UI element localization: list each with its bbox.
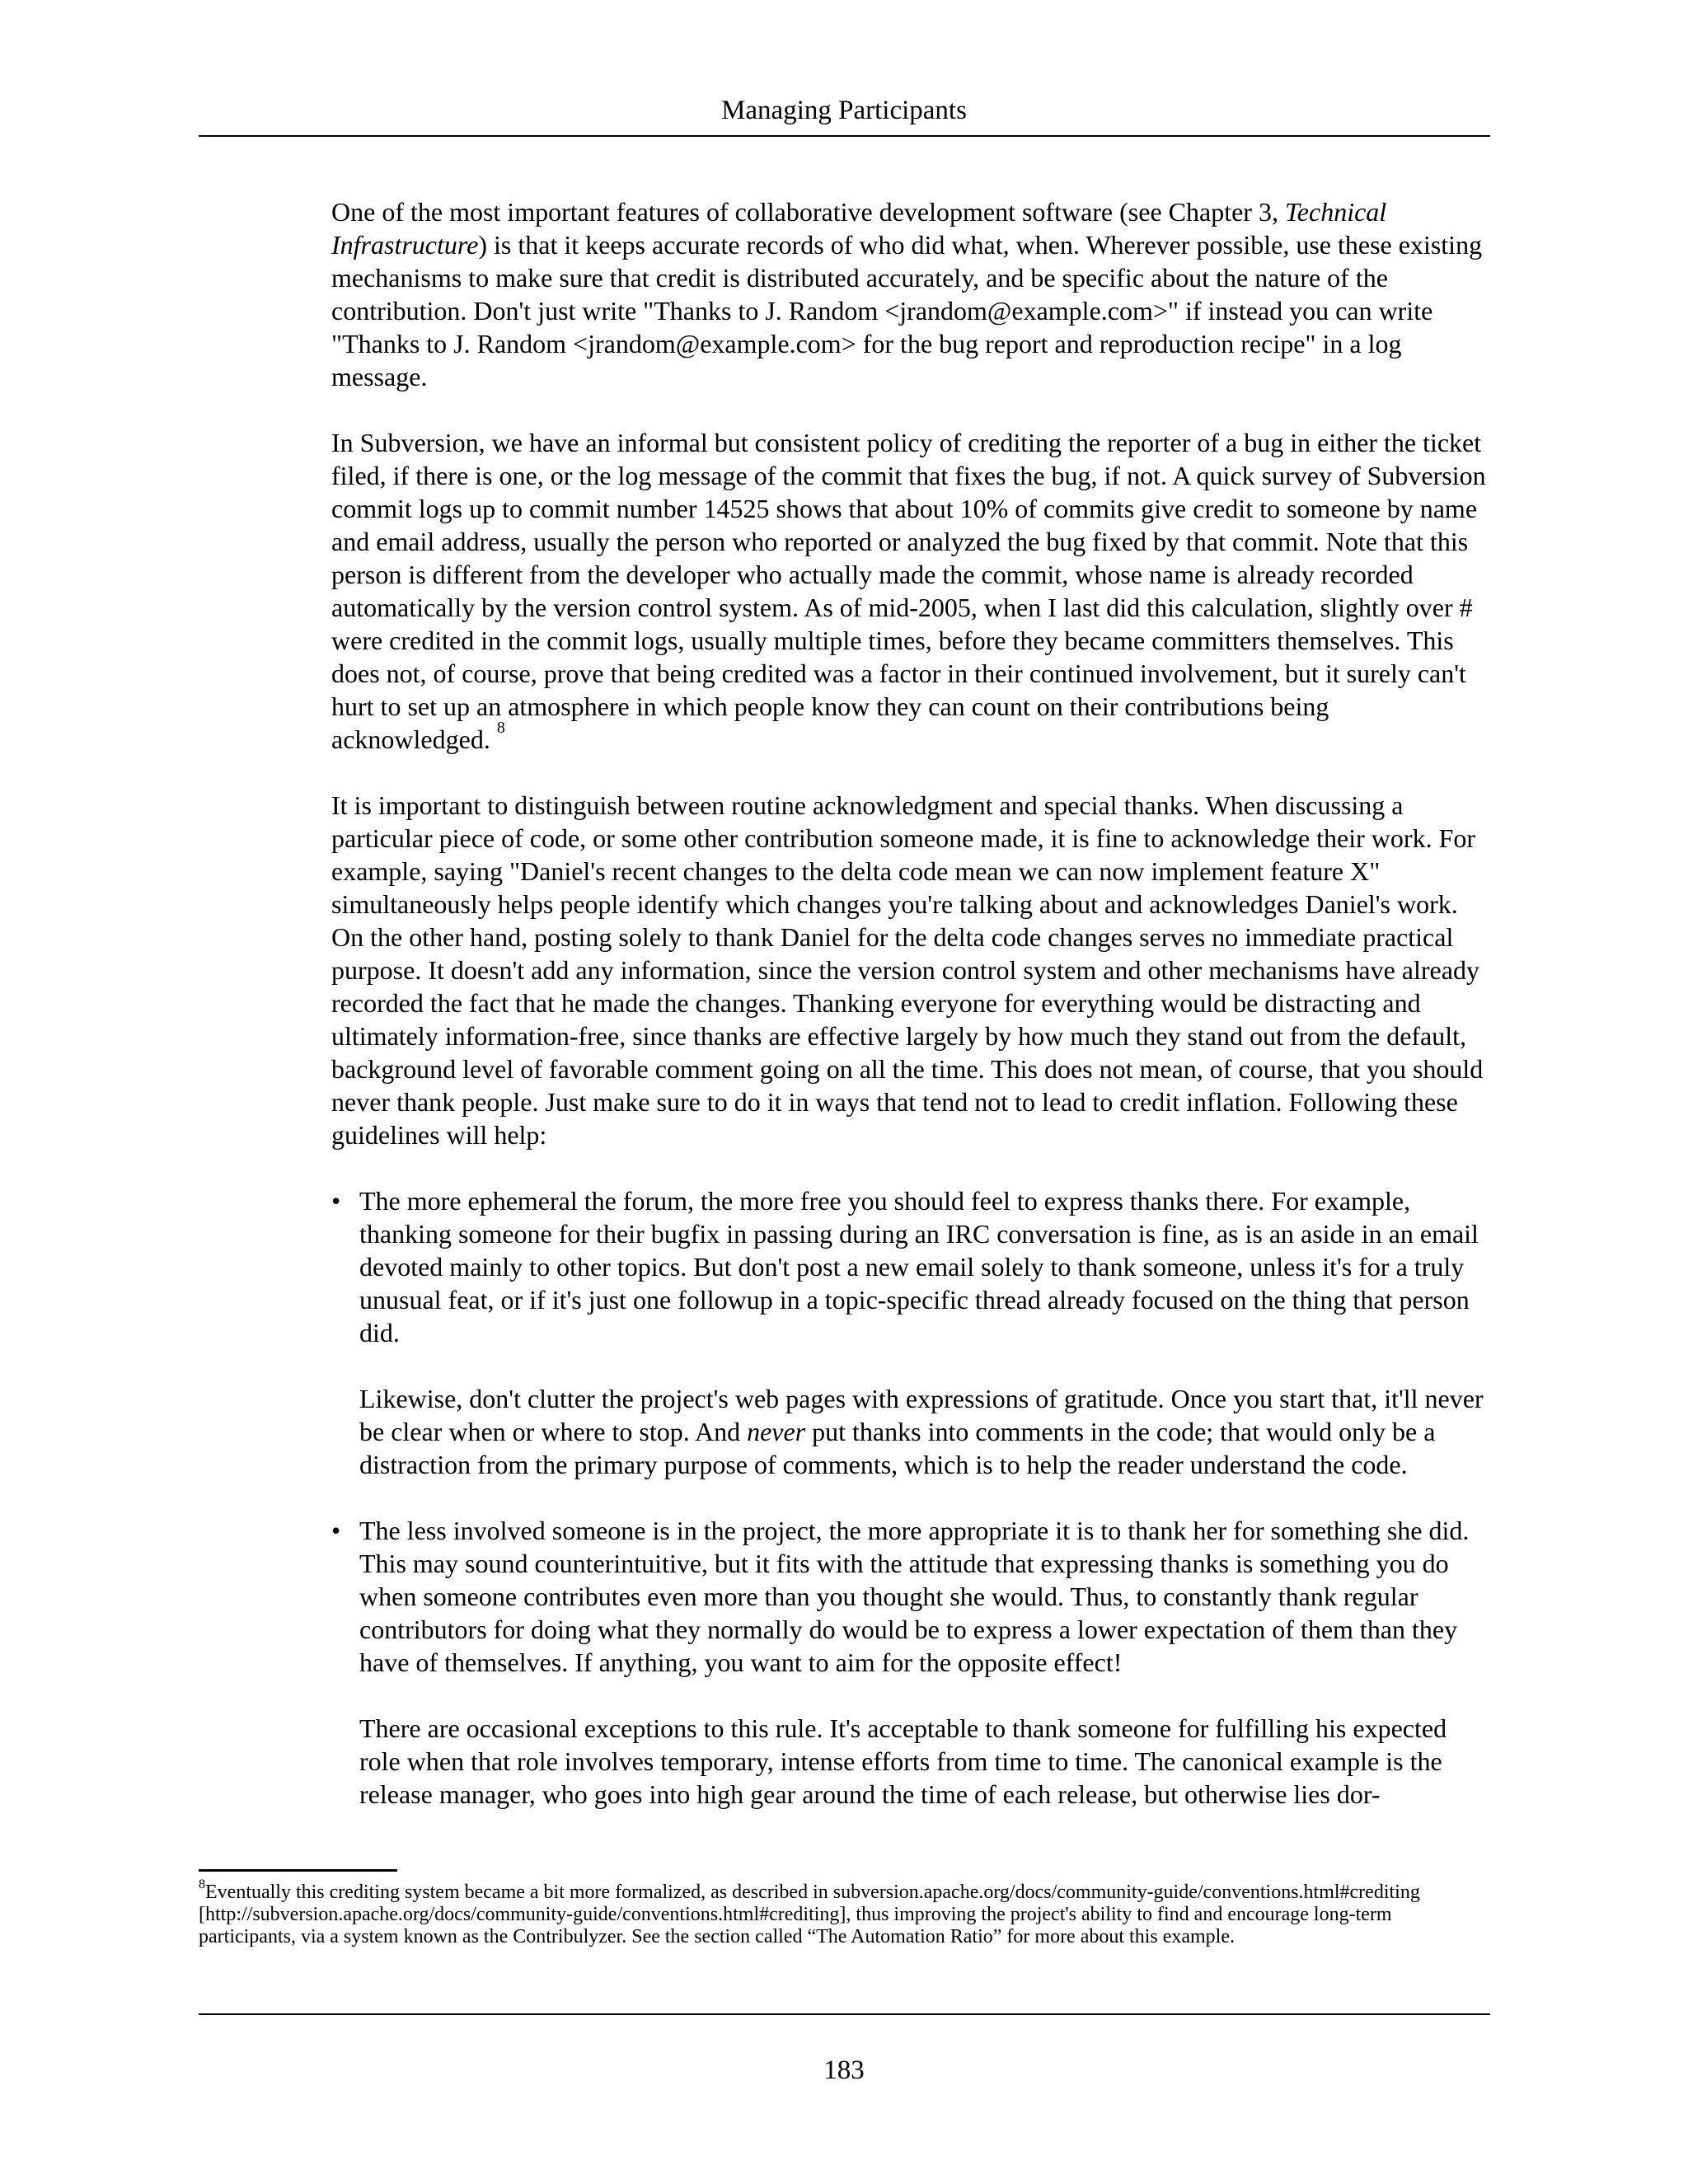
footnote-reference: 8 [496,719,505,737]
list-paragraph: Likewise, don't clutter the project's web pages with expressions of gratitude. Once you start that, it'll never be clear when or where to stop. And never put thanks into comments in the code; that would only be a distraction from the primary purpose of comments, which is to help the reader understand the code. [359,1384,1484,1479]
emphasis: never [747,1417,806,1446]
bullet-icon: • [331,1516,341,1545]
footnote [199,1877,1490,1948]
list-paragraph: The more ephemeral the forum, the more free you should feel to express thanks there. For example, thanking someone for their bugfix in passing during an IRC conversation is fine, as is an aside in an email devoted mainly to other topics. But don't post a new email solely to thank someone, unless it's for a truly unusual feat, or if it's just one followup in a topic-specific thread already focused on the thing that person did. [359,1186,1479,1347]
page-number: 183 [823,2055,865,2085]
main-content [331,195,1493,1844]
list-paragraph: The less involved someone is in the project, the more appropriate it is to thank her for something she did. This may sound counterintuitive, but it fits with the attitude that expressing thanks is something you do when someone contributes even more than you thought she would. Thus, to constantly thank regular contributors for doing what they normally do would be to express a lower expectation of them than they have of themselves. If anything, you want to aim for the opposite effect! [359,1516,1470,1677]
guidelines-list [331,1184,1493,1811]
list-paragraph: There are occasional exceptions to this rule. It's acceptable to thank someone for fulfilling his expected role when that role involves temporary, intense efforts from time to time. The canonical example is the release manager, who goes into high gear around the time of each release, but otherwise lies dor- [359,1713,1447,1809]
paragraph-subversion-policy: In Subversion, we have an informal but consistent policy of crediting the reporter of a bug in either the ticket filed, if there is one, or the log message of the commit that fixes the bug, if not. A quick survey of Subversion commit logs up to commit number 14525 shows that about 10% of commits give credit to someone by name and email address, usually the person who reported or analyzed the bug fixed by that commit. Note that this person is different from the developer who actually made the commit, whose name is already recorded automatically by the version control system. As of mid-2005, when I last did this calculation, slightly over # were credited in the commit logs, usually multiple times, before they became committers themselves. This does not, of course, prove that being credited was a factor in their continued involvement, but it surely can't hurt to set up an atmosphere in which people know they can count on their contributions being acknowledged. $^8$ [331,428,1486,754]
running-header: Managing Participants [721,96,967,125]
list-item [331,1514,1493,1811]
bullet-icon: • [331,1186,341,1216]
header-rule [199,135,1490,137]
footnote-rule [199,1869,397,1872]
paragraph-credit-records: One of the most important features of collaborative development software (see Chapter 3, Technical Infrastructure) is that it keeps accurate records of who did what, when. Wherever possible, use these existing mechanisms to make sure that credit is distributed accurately, and be specific about the nature of the contribution. Don't just write "Thanks to J. Random <jrandom@example.com>" if instead you can write "Thanks to J. Random <jrandom@example.com> for the bug report and reproduction recipe" in a log message. [331,197,1483,391]
chapter-title: Technical Infrastructure [331,197,1387,260]
footer-rule [199,2013,1490,2015]
paragraph-acknowledgment: It is important to distinguish between routine acknowledgment and special thanks. When discussing a particular piece of code, or some other contribution someone made, it is fine to acknowledge their work. For example, saying "Daniel's recent changes to the delta code mean we can now implement feature X" simultaneously helps people identify which changes you're talking about and acknowledges Daniel's work. On the other hand, posting solely to thank Daniel for the delta code changes serves no immediate practical purpose. It doesn't add any information, since the version control system and other mechanisms have already recorded the fact that he made the changes. Thanking everyone for everything would be distracting and ultimately information-free, since thanks are effective largely by how much they stand out from the default, background level of favorable comment going on all the time. This does not mean, of course, that you should never thank people. Just make sure to do it in ways that tend not to lead to credit inflation. Following these guidelines will help: [331,790,1484,1150]
footnote-marker: 8 [199,1877,205,1891]
list-item [331,1184,1493,1481]
footnote-text: Eventually this crediting system became a bit more formalized, as described in subversion.apache.org/docs/community-guide/conventions.html#crediting [http://subversion.apache.org/docs/community-guide/conventions.html#crediting], thus improving the project's ability to find and encourage long-term participants, via a system known as the Contribulyzer. See the section called “The Automation Ratio” for more about this example. [199,1882,1420,1947]
